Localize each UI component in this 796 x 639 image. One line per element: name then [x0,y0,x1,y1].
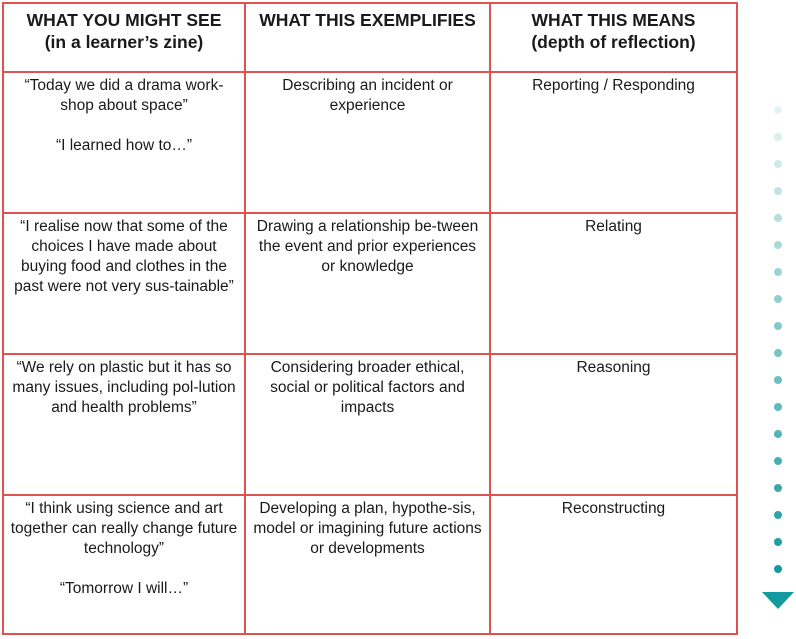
row-1-means-text: Reporting / Responding [532,77,695,94]
scale-dot [774,403,782,411]
scale-dot [774,430,782,438]
row-1-exemplifies-text: Describing an incident or experience [282,77,453,114]
row-2-exemplifies-text: Drawing a relationship be-tween the event and prior experiences or knowledge [256,218,479,275]
header-means-line2: (depth of reflection) [531,32,696,52]
row-1-quote-2: “I learned how to…” [55,137,193,154]
row-4-quote-2: “Tomorrow I will…” [59,580,189,597]
row-3-exemplifies [246,355,491,496]
scale-dot [774,349,782,357]
header-exemplifies-line1: WHAT THIS EXEMPLIFIES [259,10,476,30]
header-see-line1: WHAT YOU MIGHT SEE [26,10,222,30]
depth-scale [760,106,796,618]
row-1-see [4,73,246,214]
scale-dot [774,376,782,384]
scale-dot [774,106,782,114]
scale-dot [774,565,782,573]
row-2-exemplifies [246,214,491,355]
scale-dot [774,484,782,492]
arrow-down-icon [762,592,794,609]
row-3-means-text: Reasoning [576,359,651,376]
row-2-means-text: Relating [585,218,642,235]
row-3-means [491,355,736,496]
row-1-quote-1: “Today we did a drama work-shop about space” [24,77,224,114]
row-4-quote-1: “I think using science and art together can really change future technology” [10,500,238,557]
scale-dot [774,511,782,519]
header-means-line1: WHAT THIS MEANS [531,10,696,30]
row-4-means-text: Reconstructing [561,500,666,517]
scale-dot [774,457,782,465]
scale-dot [774,133,782,141]
header-exemplifies [246,4,491,73]
row-4-means [491,496,736,633]
row-2-quote-1: “I realise now that some of the choices I have made about buying food and clothes in the past were not very sus-tainable” [14,218,234,295]
row-2-means [491,214,736,355]
reflection-table [2,2,738,635]
row-4-see [4,496,246,633]
scale-dot [774,538,782,546]
header-means [491,4,736,73]
row-3-quote-1: “We rely on plastic but it has so many issues, including pol-lution and health problems” [12,359,236,416]
header-see [4,4,246,73]
scale-dot [774,322,782,330]
row-4-exemplifies [246,496,491,633]
scale-dot [774,241,782,249]
scale-dot [774,295,782,303]
row-1-exemplifies [246,73,491,214]
header-see-line2: (in a learner’s zine) [44,32,204,52]
row-2-see [4,214,246,355]
row-3-exemplifies-text: Considering broader ethical, social or political factors and impacts [270,359,465,416]
scale-dot [774,214,782,222]
scale-dot [774,160,782,168]
row-3-see [4,355,246,496]
row-1-means [491,73,736,214]
scale-dot [774,187,782,195]
row-4-exemplifies-text: Developing a plan, hypothe-sis, model or imagining future actions or developments [253,500,482,557]
scale-dot [774,268,782,276]
